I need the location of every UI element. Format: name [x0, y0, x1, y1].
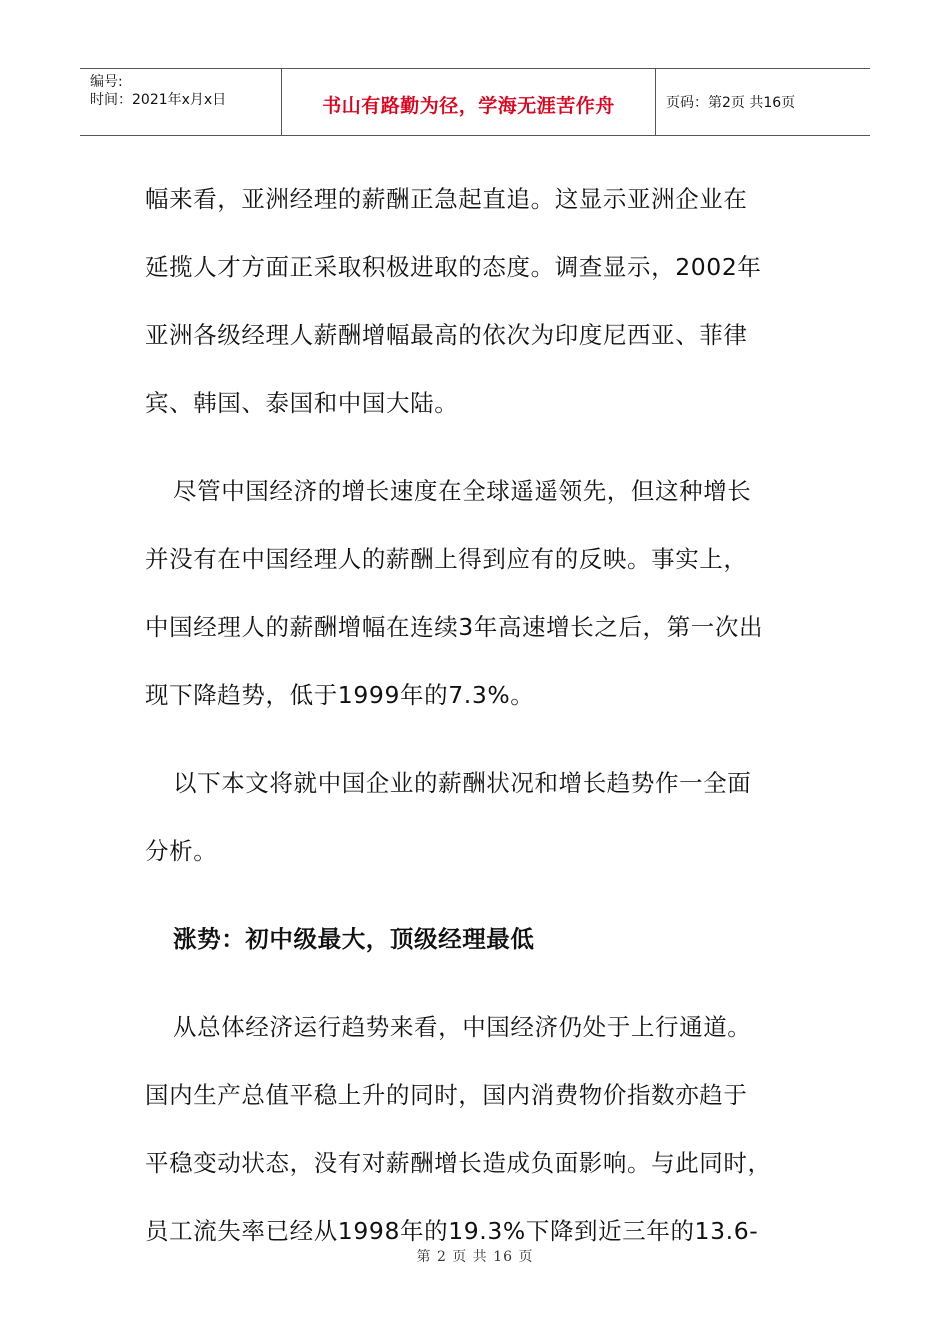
paragraph-4 — [145, 993, 845, 1265]
header-motto: 书山有路勤为径，学海无涯苦作舟 — [322, 95, 615, 117]
text-line: 以下本文将就中国企业的薪酬状况和增长趋势作一全面 — [173, 769, 752, 797]
paragraph-2 — [145, 457, 845, 729]
page-header — [80, 68, 870, 136]
text-line: 中国经理人的薪酬增幅在连续3年高速增长之后，第一次出 — [145, 613, 764, 641]
text-line: 亚洲各级经理人薪酬增幅最高的依次为印度尼西亚、菲律 — [145, 321, 748, 349]
header-meta-cell — [80, 69, 282, 135]
text-line: 并没有在中国经理人的薪酬上得到应有的反映。事实上， — [145, 545, 748, 573]
text-line: 现下降趋势，低于1999年的7.3%。 — [145, 681, 535, 709]
text-line: 宾、韩国、泰国和中国大陆。 — [145, 389, 459, 417]
text-line: 从总体经济运行趋势来看，中国经济仍处于上行通道。 — [173, 1013, 752, 1041]
doc-time-label: 时间：2021年x月x日 — [90, 92, 227, 108]
section-heading: 涨势：初中级最大，顶级经理最低 — [173, 925, 535, 953]
paragraph-1 — [145, 165, 845, 437]
header-page-info: 页码：第2页 共16页 — [666, 95, 796, 111]
text-line: 平稳变动状态，没有对薪酬增长造成负面影响。与此同时， — [145, 1149, 772, 1177]
text-line: 国内生产总值平稳上升的同时，国内消费物价指数亦趋于 — [145, 1081, 748, 1109]
text-line: 尽管中国经济的增长速度在全球遥遥领先，但这种增长 — [173, 477, 752, 505]
text-line: 员工流失率已经从1998年的19.3%下降到近三年的13.6- — [145, 1217, 759, 1245]
header-motto-cell — [282, 69, 656, 135]
text-line: 延揽人才方面正采取积极进取的态度。调查显示，2002年 — [145, 253, 762, 281]
paragraph-3 — [145, 749, 845, 885]
page-footer: 第 2 页 共 16 页 — [416, 1249, 534, 1265]
text-line: 分析。 — [145, 837, 218, 865]
text-line: 幅来看，亚洲经理的薪酬正急起直追。这显示亚洲企业在 — [145, 185, 748, 213]
doc-number-label: 编号: — [90, 74, 123, 90]
document-body — [145, 165, 845, 1285]
header-page-cell — [656, 69, 870, 135]
